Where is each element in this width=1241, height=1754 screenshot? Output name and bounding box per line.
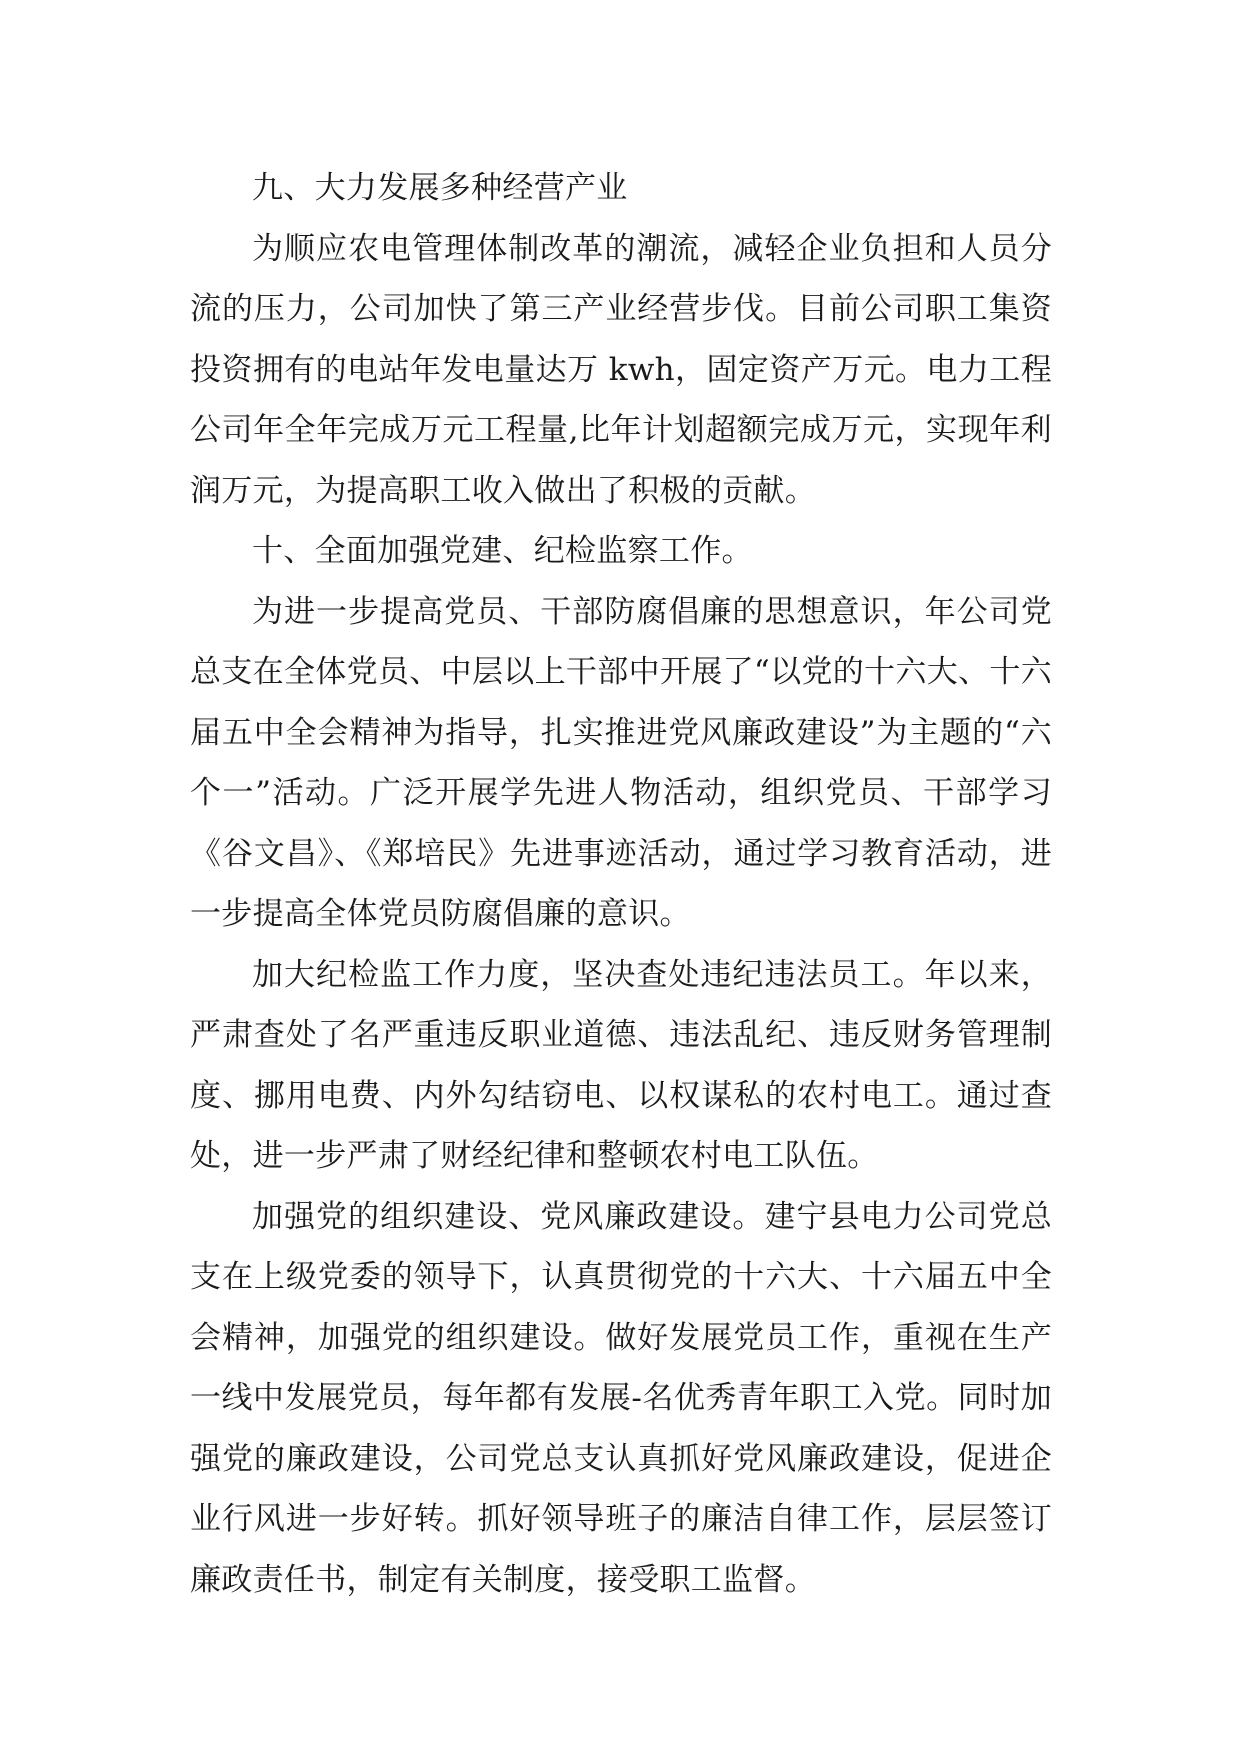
paragraph-party-organization: 加强党的组织建设、党风廉政建设。建宁县电力公司党总支在上级党委的领导下，认真贯彻党的十六大、十六届五中全会精神，加强党的组织建设。做好发展党员工作，重视在生产一线中发展党员，每年都有发展-名优秀青年职工入党。同时加强党的廉政建设，公司党总支认真抓好党风廉政建设，促进企业行风进一步好转。抓好领导班子的廉洁自律工作，层层签订廉政责任书，制定有关制度，接受职工监督。 <box>190 1198 1052 1598</box>
section-heading-ten: 十、全面加强党建、纪检监察工作。 <box>252 533 753 569</box>
paragraph-discipline-inspection: 加大纪检监工作力度，坚决查处违纪违法员工。年以来，严肃查处了名严重违反职业道德、违法乱纪、违反财务管理制度、挪用电费、内外勾结窃电、以权谋私的农村电工。通过查处，进一步严肃了财经纪律和整顿农村电工队伍。 <box>190 956 1052 1174</box>
section-heading-nine: 九、大力发展多种经营产业 <box>252 170 628 206</box>
document-body <box>190 158 1052 1610</box>
paragraph-diversified-business: 为顺应农电管理体制改革的潮流，减轻企业负担和人员分流的压力，公司加快了第三产业经营步伐。目前公司职工集资投资拥有的电站年发电量达万 kwh，固定资产万元。电力工程公司年全年完成万元工程量,比年计划超额完成万元，实现年利润万元，为提高职工收入做出了积极的贡献。 <box>190 230 1052 509</box>
paragraph-anti-corruption-education: 为进一步提高党员、干部防腐倡廉的思想意识，年公司党总支在全体党员、中层以上干部中开展了“以党的十六大、十六届五中全会精神为指导，扎实推进党风廉政建设”为主题的“六个一”活动。广泛开展学先进人物活动，组织党员、干部学习《谷文昌》、《郑培民》先进事迹活动，通过学习教育活动，进一步提高全体党员防腐倡廉的意识。 <box>190 593 1052 932</box>
